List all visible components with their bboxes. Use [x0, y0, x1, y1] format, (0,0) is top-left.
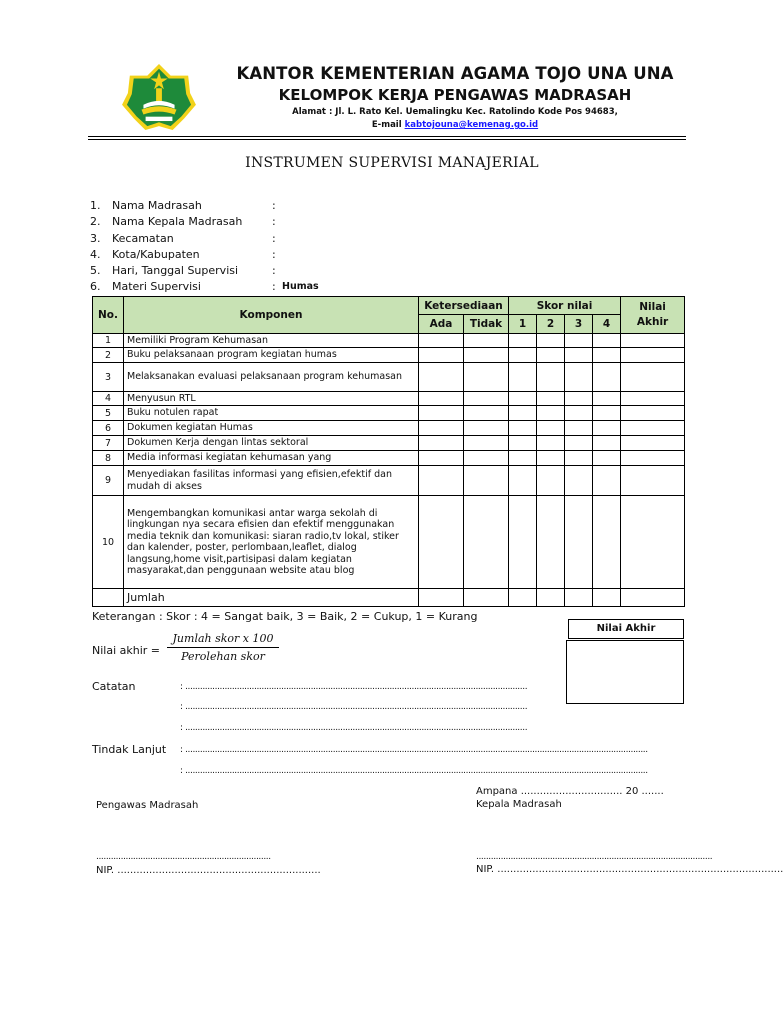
cell-nilai-akhir[interactable]	[621, 466, 685, 496]
tindak-lanjut-label: Tindak Lanjut	[92, 743, 167, 756]
row-number: 6	[93, 421, 124, 436]
email-link[interactable]: kabtojouna@kemenag.go.id	[404, 120, 539, 130]
supervision-table	[92, 296, 685, 607]
cell-skor-1[interactable]	[509, 392, 537, 406]
cell-tidak[interactable]	[464, 392, 509, 406]
row-number: 10	[93, 496, 124, 589]
table-row	[93, 334, 685, 348]
row-number: 8	[93, 451, 124, 466]
item-number: 3.	[90, 231, 101, 245]
cell-ada[interactable]	[419, 363, 464, 392]
catatan-line[interactable]: : ...........................................................................................................................................	[180, 702, 528, 712]
item-number: 6.	[90, 280, 101, 294]
cell-skor-1[interactable]	[509, 348, 537, 363]
colon: :	[272, 199, 276, 212]
tindak-lanjut-line[interactable]: : ............................................................................................................................................................................................	[180, 766, 648, 776]
cell-skor-2[interactable]	[537, 436, 565, 451]
cell-ada[interactable]	[419, 466, 464, 496]
header-address: Alamat : Jl. L. Rato Kel. Uemalingku Kec. Ratolindo Kode Pos 94683,	[292, 107, 618, 117]
total-no-cell	[93, 589, 124, 607]
cell-ada[interactable]	[419, 451, 464, 466]
colon: :	[272, 264, 276, 278]
header-email-line	[205, 120, 705, 130]
cell-ada[interactable]	[419, 406, 464, 421]
header-tidak: Tidak	[464, 315, 509, 334]
identity-label: Nama Kepala Madrasah	[112, 215, 243, 229]
cell-nilai-akhir[interactable]	[621, 348, 685, 363]
cell-tidak[interactable]	[464, 406, 509, 421]
header-group: KELOMPOK KERJA PENGAWAS MADRASAH	[278, 86, 632, 104]
table-total-row	[93, 589, 685, 607]
row-number: 9	[93, 466, 124, 496]
cell-nilai-akhir[interactable]	[621, 363, 685, 392]
header-rule	[88, 136, 686, 137]
cell-skor-2[interactable]	[537, 334, 565, 348]
cell-skor-4[interactable]	[593, 436, 621, 451]
identity-label: Kota/Kabupaten	[112, 247, 200, 261]
score-legend: Keterangan : Skor : 4 = Sangat baik, 3 = Baik, 2 = Cukup, 1 = Kurang	[92, 610, 478, 623]
cell-skor-4[interactable]	[593, 363, 621, 392]
table-row	[93, 451, 685, 466]
cell-ada[interactable]	[419, 392, 464, 406]
cell-skor-3[interactable]	[565, 496, 593, 589]
total-skor-3[interactable]	[565, 589, 593, 607]
catatan-line[interactable]: : ...........................................................................................................................................	[180, 682, 528, 692]
cell-skor-4[interactable]	[593, 421, 621, 436]
header-institution: KANTOR KEMENTERIAN AGAMA TOJO UNA UNA	[236, 64, 674, 83]
document-title: INSTRUMEN SUPERVISI MANAJERIAL	[245, 155, 539, 171]
formula-denominator: Perolehan skor	[181, 650, 265, 663]
kementerian-agama-logo-icon	[120, 62, 198, 132]
cell-skor-2[interactable]	[537, 451, 565, 466]
cell-skor-1[interactable]	[509, 466, 537, 496]
cell-nilai-akhir[interactable]	[621, 451, 685, 466]
place-date: Ampana ................................ 20 .......	[476, 786, 664, 797]
cell-skor-4[interactable]	[593, 451, 621, 466]
catatan-line[interactable]: : ...........................................................................................................................................	[180, 723, 528, 733]
cell-skor-4[interactable]	[593, 406, 621, 421]
cell-tidak[interactable]	[464, 348, 509, 363]
total-label: Jumlah	[124, 589, 419, 607]
row-component: Memiliki Program Kehumasan	[124, 334, 419, 348]
cell-skor-1[interactable]	[509, 421, 537, 436]
cell-ada[interactable]	[419, 436, 464, 451]
table-row	[93, 466, 685, 496]
identity-label: Kecamatan	[112, 231, 174, 245]
row-component: Menyusun RTL	[124, 392, 419, 406]
cell-skor-4[interactable]	[593, 348, 621, 363]
row-component: Buku notulen rapat	[124, 406, 419, 421]
row-component: Buku pelaksanaan program kegiatan humas	[124, 348, 419, 363]
cell-skor-1[interactable]	[509, 363, 537, 392]
cell-skor-3[interactable]	[565, 392, 593, 406]
cell-tidak[interactable]	[464, 363, 509, 392]
cell-skor-3[interactable]	[565, 421, 593, 436]
cell-skor-3[interactable]	[565, 334, 593, 348]
cell-skor-2[interactable]	[537, 406, 565, 421]
supervisor-title: Pengawas Madrasah	[96, 800, 199, 811]
header-nilai-akhir: Nilai Akhir	[621, 297, 685, 334]
total-skor-1[interactable]	[509, 589, 537, 607]
table-header-row	[93, 297, 685, 315]
colon: :	[272, 215, 276, 229]
row-number: 7	[93, 436, 124, 451]
cell-skor-1[interactable]	[509, 496, 537, 589]
cell-skor-2[interactable]	[537, 348, 565, 363]
row-number: 5	[93, 406, 124, 421]
cell-skor-3[interactable]	[565, 436, 593, 451]
cell-skor-2[interactable]	[537, 363, 565, 392]
row-component: Melaksanakan evaluasi pelaksanaan program kehumasan	[124, 363, 419, 392]
table-row	[93, 496, 685, 589]
identity-label: Nama Madrasah	[112, 199, 202, 212]
total-nilai-akhir[interactable]	[621, 589, 685, 607]
item-number: 4.	[90, 247, 101, 261]
total-ada[interactable]	[419, 589, 464, 607]
header-ada: Ada	[419, 315, 464, 334]
cell-ada[interactable]	[419, 348, 464, 363]
cell-tidak[interactable]	[464, 436, 509, 451]
colon: :	[272, 247, 276, 261]
cell-skor-1[interactable]	[509, 436, 537, 451]
nilai-akhir-value-box[interactable]	[566, 640, 684, 704]
cell-skor-4[interactable]	[593, 334, 621, 348]
cell-ada[interactable]	[419, 334, 464, 348]
header-skor-3: 3	[565, 315, 593, 334]
colon: :	[272, 231, 276, 245]
principal-title: Kepala Madrasah	[476, 799, 562, 810]
total-skor-4[interactable]	[593, 589, 621, 607]
tindak-lanjut-line[interactable]: : ............................................................................................................................................................................................	[180, 745, 648, 755]
cell-skor-2[interactable]	[537, 496, 565, 589]
total-tidak[interactable]	[464, 589, 509, 607]
table-row	[93, 406, 685, 421]
row-number: 3	[93, 363, 124, 392]
identity-label: Materi Supervisi	[112, 280, 201, 294]
row-component: Dokumen Kerja dengan lintas sektoral	[124, 436, 419, 451]
row-component: Menyediakan fasilitas informasi yang efisien,efektif dan mudah di akses	[124, 466, 419, 496]
row-number: 2	[93, 348, 124, 363]
formula-numerator: Jumlah skor x 100	[167, 632, 279, 648]
cell-nilai-akhir[interactable]	[621, 436, 685, 451]
row-component: Dokumen kegiatan Humas	[124, 421, 419, 436]
cell-skor-3[interactable]	[565, 348, 593, 363]
header-rule-thick	[88, 139, 686, 140]
supervisor-name-line[interactable]: .......................................................................	[96, 852, 271, 862]
header-no: No.	[93, 297, 124, 334]
item-number: 5.	[90, 264, 101, 278]
cell-nilai-akhir[interactable]	[621, 392, 685, 406]
table-row	[93, 348, 685, 363]
cell-skor-3[interactable]	[565, 363, 593, 392]
cell-nilai-akhir[interactable]	[621, 406, 685, 421]
cell-tidak[interactable]	[464, 421, 509, 436]
catatan-label: Catatan	[92, 680, 136, 693]
header-skor-nilai: Skor nilai	[509, 297, 621, 315]
table-row	[93, 392, 685, 406]
principal-nip[interactable]: NIP. ..........................................................................................	[476, 864, 783, 875]
cell-skor-3[interactable]	[565, 406, 593, 421]
cell-skor-4[interactable]	[593, 392, 621, 406]
item-number: 2.	[90, 215, 101, 229]
cell-skor-1[interactable]	[509, 451, 537, 466]
header-skor-4: 4	[593, 315, 621, 334]
header-komponen: Komponen	[124, 297, 419, 334]
header-skor-2: 2	[537, 315, 565, 334]
formula-label: Nilai akhir =	[92, 644, 161, 657]
supervisor-nip[interactable]: NIP. ................................................................	[96, 865, 321, 876]
cell-ada[interactable]	[419, 496, 464, 589]
cell-tidak[interactable]	[464, 466, 509, 496]
row-number: 4	[93, 392, 124, 406]
principal-name-line[interactable]: ................................................................................................	[476, 852, 713, 862]
formula-fraction	[167, 632, 279, 663]
header-skor-1: 1	[509, 315, 537, 334]
row-component: Mengembangkan komunikasi antar warga sekolah di lingkungan nya secara efisien dan efektif menggunakan media teknik dan komunikasi: siaran radio,tv lokal, stiker dan kalender, poster, perlombaan,leaflet, dialog langsung,home visit,partisipasi dalam kegiatan masyarakat,dan penggunaan website atau blog	[124, 496, 419, 589]
cell-nilai-akhir[interactable]	[621, 496, 685, 589]
cell-skor-1[interactable]	[509, 406, 537, 421]
row-number: 1	[93, 334, 124, 348]
cell-ada[interactable]	[419, 421, 464, 436]
cell-tidak[interactable]	[464, 334, 509, 348]
cell-skor-2[interactable]	[537, 421, 565, 436]
cell-nilai-akhir[interactable]	[621, 334, 685, 348]
table-row	[93, 363, 685, 392]
row-component: Media informasi kegiatan kehumasan yang	[124, 451, 419, 466]
table-row	[93, 436, 685, 451]
cell-tidak[interactable]	[464, 451, 509, 466]
colon: :	[272, 280, 276, 294]
item-number: 1.	[90, 199, 101, 212]
cell-skor-3[interactable]	[565, 451, 593, 466]
cell-skor-2[interactable]	[537, 466, 565, 496]
email-label: E-mail	[371, 120, 405, 130]
cell-skor-3[interactable]	[565, 466, 593, 496]
cell-skor-1[interactable]	[509, 334, 537, 348]
cell-skor-4[interactable]	[593, 496, 621, 589]
total-skor-2[interactable]	[537, 589, 565, 607]
cell-nilai-akhir[interactable]	[621, 421, 685, 436]
cell-tidak[interactable]	[464, 496, 509, 589]
nilai-akhir-label-box: Nilai Akhir	[568, 619, 684, 639]
cell-skor-2[interactable]	[537, 392, 565, 406]
identity-label: Hari, Tanggal Supervisi	[112, 264, 239, 278]
header-ketersediaan: Ketersediaan	[419, 297, 509, 315]
table-row	[93, 421, 685, 436]
identity-value[interactable]: Humas	[282, 281, 319, 293]
cell-skor-4[interactable]	[593, 466, 621, 496]
